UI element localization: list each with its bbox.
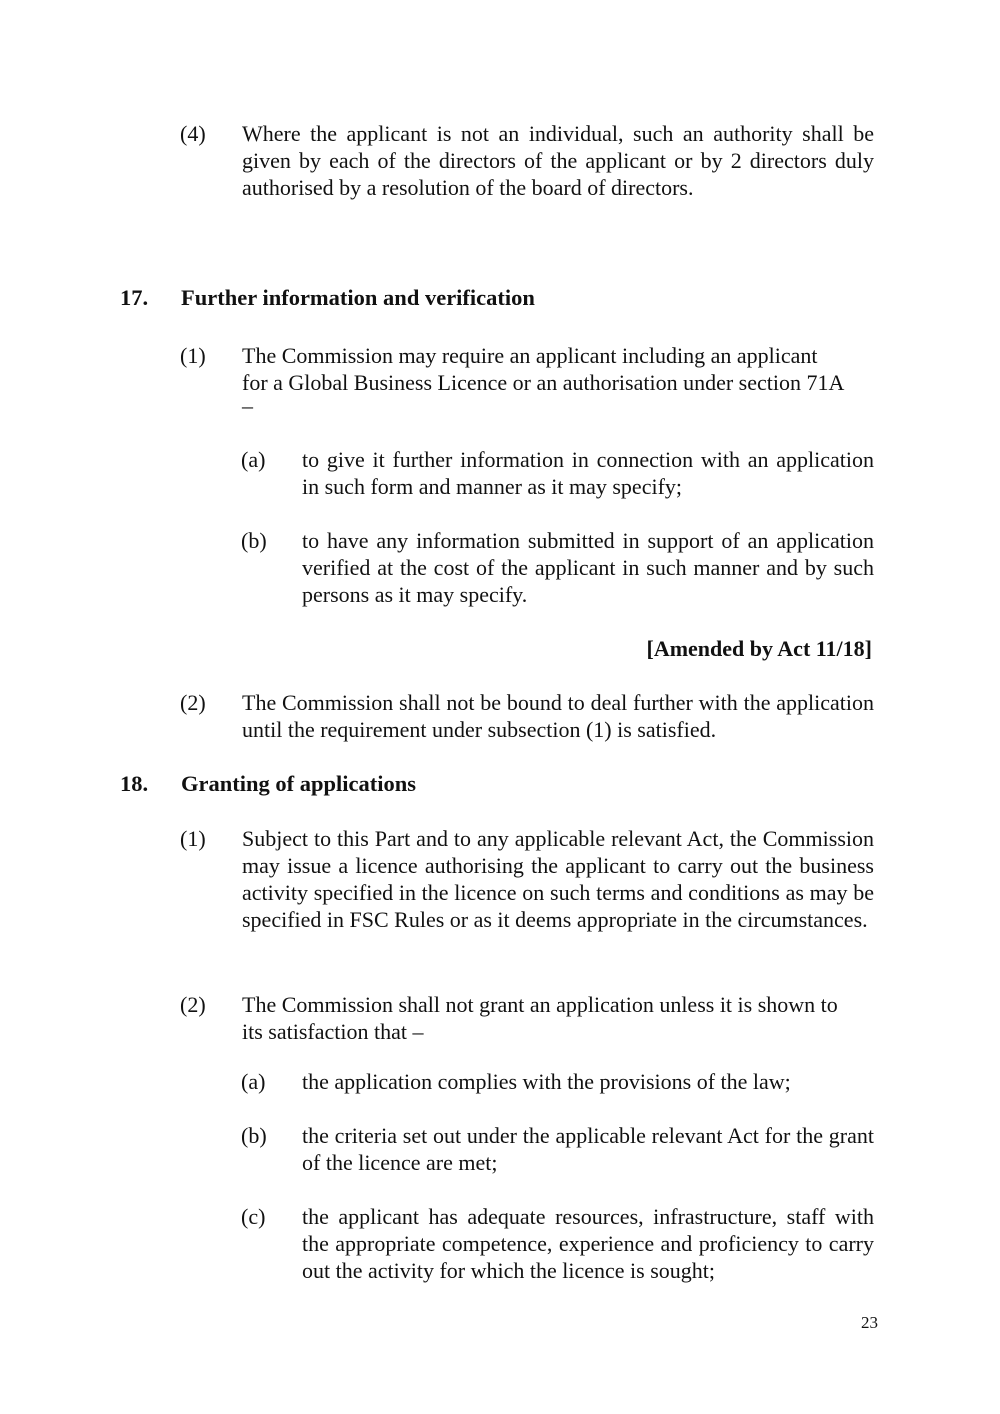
section-18-sub2-line1: The Commission shall not grant an application unless it is shown to: [242, 992, 838, 1017]
section-18-sub2-line2: its satisfaction that –: [242, 1019, 424, 1044]
section-18-sub1-number: (1): [180, 826, 206, 851]
amendment-note: [Amended by Act 11/18]: [646, 636, 872, 661]
section-17-sub1-a-number: (a): [241, 447, 266, 472]
section-18-sub2-a-number: (a): [241, 1069, 266, 1094]
section-17-sub1-dash: –: [242, 393, 253, 418]
section-17-sub2-text: The Commission shall not be bound to deal further with the application until the requirement under subsection (1) is satisfied.: [242, 690, 874, 742]
section-18-title: Granting of applications: [181, 771, 417, 796]
section-17-sub1-line2: for a Global Business Licence or an authorisation under section 71A: [242, 370, 845, 395]
subsection-4-text: Where the applicant is not an individual, such an authority shall be given by each of the directors of the applicant or by 2 directors duly authorised by a resolution of the board of directors.: [242, 121, 874, 200]
subsection-4-number: (4): [180, 121, 206, 146]
section-18-sub1-text: Subject to this Part and to any applicable relevant Act, the Commission may issue a licence authorising the applicant to carry out the business activity specified in the licence on such terms and conditions as may be specified in FSC Rules or as it deems appropriate in the circumstances.: [242, 826, 874, 932]
section-18-sub2-b-text: the criteria set out under the applicable relevant Act for the grant of the licence are met;: [302, 1123, 874, 1175]
section-18-sub2-c-text: the applicant has adequate resources, infrastructure, staff with the appropriate competence, experience and proficiency to carry out the activity for which the licence is sought;: [302, 1204, 874, 1283]
section-17-sub1-a-text: to give it further information in connection with an application in such form and manner as it may specify;: [302, 447, 874, 499]
section-17-sub2-number: (2): [180, 690, 206, 715]
section-18-sub2-b-number: (b): [241, 1123, 267, 1148]
section-17-sub1-line1: The Commission may require an applicant including an applicant: [242, 343, 818, 368]
section-17-title: Further information and verification: [181, 285, 535, 310]
section-18-sub2-number: (2): [180, 992, 206, 1017]
section-18-sub2-c-number: (c): [241, 1204, 266, 1229]
section-17-sub1-b-text: to have any information submitted in support of an application verified at the cost of the applicant in such manner and by such persons as it may specify.: [302, 528, 874, 607]
section-17-sub1-b-number: (b): [241, 528, 267, 553]
section-18-sub2-a-text: the application complies with the provisions of the law;: [302, 1069, 791, 1094]
page-number: 23: [861, 1313, 878, 1332]
section-18-number: 18.: [120, 771, 149, 796]
section-17-sub1-number: (1): [180, 343, 206, 368]
section-17-number: 17.: [120, 285, 149, 310]
